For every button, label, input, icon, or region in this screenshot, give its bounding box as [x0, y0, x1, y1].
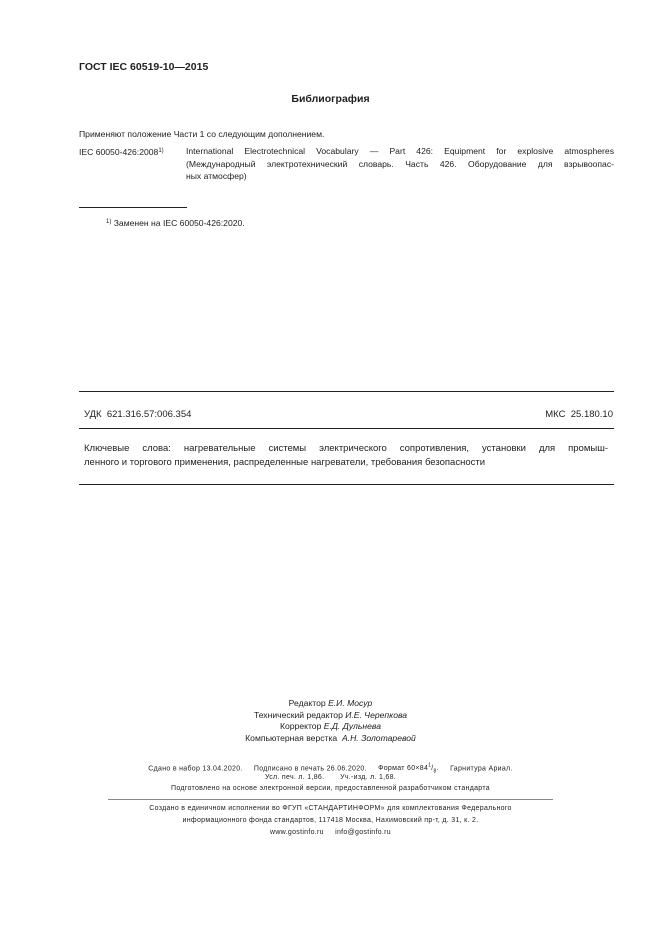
mks-code — [545, 409, 613, 420]
credit-tech-editor — [0, 710, 661, 722]
credits-block — [0, 698, 661, 744]
reference-line-3: ных атмосфер) — [186, 171, 247, 181]
reference-footnote-mark: 1) — [158, 148, 164, 154]
contacts — [0, 827, 661, 839]
udk-code — [84, 409, 191, 420]
divider-middle — [79, 428, 614, 429]
credit-corrector-label: Корректор — [279, 721, 322, 732]
keywords-line-2: ленного и торгового применения, распределенные нагреватели, требования безопасности — [84, 457, 486, 468]
bibliography-intro: Применяют положение Части 1 со следующим дополнением. — [79, 129, 325, 139]
credit-layout-name: А.Н. Золотаревой — [341, 732, 416, 743]
divider-bottom — [79, 484, 614, 485]
signed-date: Подписано в печать 26.06.2020. — [253, 765, 367, 773]
mks-value: 25.180.10 — [570, 409, 613, 420]
print-format: Формат $60\times 84^1/_8$. — [378, 763, 439, 775]
credit-tech-editor-label: Технический редактор — [253, 709, 343, 720]
created-line-2: информационного фонда стандартов, 117418 Москва, Нахимовский пр-т, д. 31, к. 2. — [182, 817, 479, 824]
credit-corrector-name: Е.Д. Дульнева — [323, 721, 382, 732]
divider-publisher — [108, 799, 553, 800]
mks-label: МКС — [545, 409, 566, 420]
format-denominator: 8 — [433, 768, 437, 775]
submitted-date: Сдано в набор 13.04.2020. — [148, 765, 243, 773]
reference-description — [186, 145, 614, 183]
print-sheets: Усл. печ. л. 1,86. — [264, 774, 325, 781]
divider-top — [79, 391, 614, 392]
bibliography-title: Библиография — [291, 93, 370, 105]
credit-layout — [0, 733, 661, 745]
credit-layout-label: Компьютерная верстка — [245, 732, 338, 743]
credit-editor — [0, 698, 661, 710]
document-header: ГОСТ IEC 60519-10—2015 — [79, 61, 209, 73]
udk-value: 621.316.57:006.354 — [106, 409, 192, 420]
footnote — [106, 216, 245, 230]
reference-code — [79, 145, 164, 159]
udk-label: УДК — [84, 409, 102, 420]
website-link[interactable]: www.gostinfo.ru — [269, 829, 324, 836]
reference-code-text: IEC 60050-426:2008 — [79, 147, 159, 157]
email-link[interactable]: info@gostinfo.ru — [335, 829, 392, 836]
footnote-text: Заменен на IEC 60050-426:2020. — [111, 218, 245, 228]
credit-editor-label: Редактор — [288, 698, 326, 708]
keywords-line-1: Ключевые слова: нагревательные системы электрического сопротивления, установки для промыш- — [84, 443, 608, 454]
format-numerator: 1 — [428, 763, 432, 769]
reference-line-2: (Международный электротехнический словарь. Часть 426. Оборудование для взрывоопас- — [186, 158, 614, 169]
prepared-note: Подготовлено на основе электронной версии, предоставленной разработчиком стандарта — [171, 785, 490, 792]
keywords — [84, 442, 608, 470]
footnote-mark: 1) — [106, 219, 112, 225]
format-label: Формат 60×84 — [378, 765, 429, 773]
footnote-separator — [79, 207, 187, 208]
credit-corrector — [0, 721, 661, 733]
reference-line-1: International Electrotechnical Vocabulary — Part 426: Equipment for explosive atmospheres — [186, 146, 614, 156]
credit-editor-name: Е.И. Мосур — [328, 698, 373, 708]
typeface: Гарнитура Ариал. — [450, 765, 513, 773]
publish-sheets: Уч.-изд. л. 1,68. — [340, 774, 397, 781]
credit-tech-editor-name: И.Е. Черепкова — [345, 709, 408, 720]
created-line-1: Создано в единичном исполнении во ФГУП «СТАНДАРТИНФОРМ» для комплектования Федерального — [149, 805, 512, 812]
